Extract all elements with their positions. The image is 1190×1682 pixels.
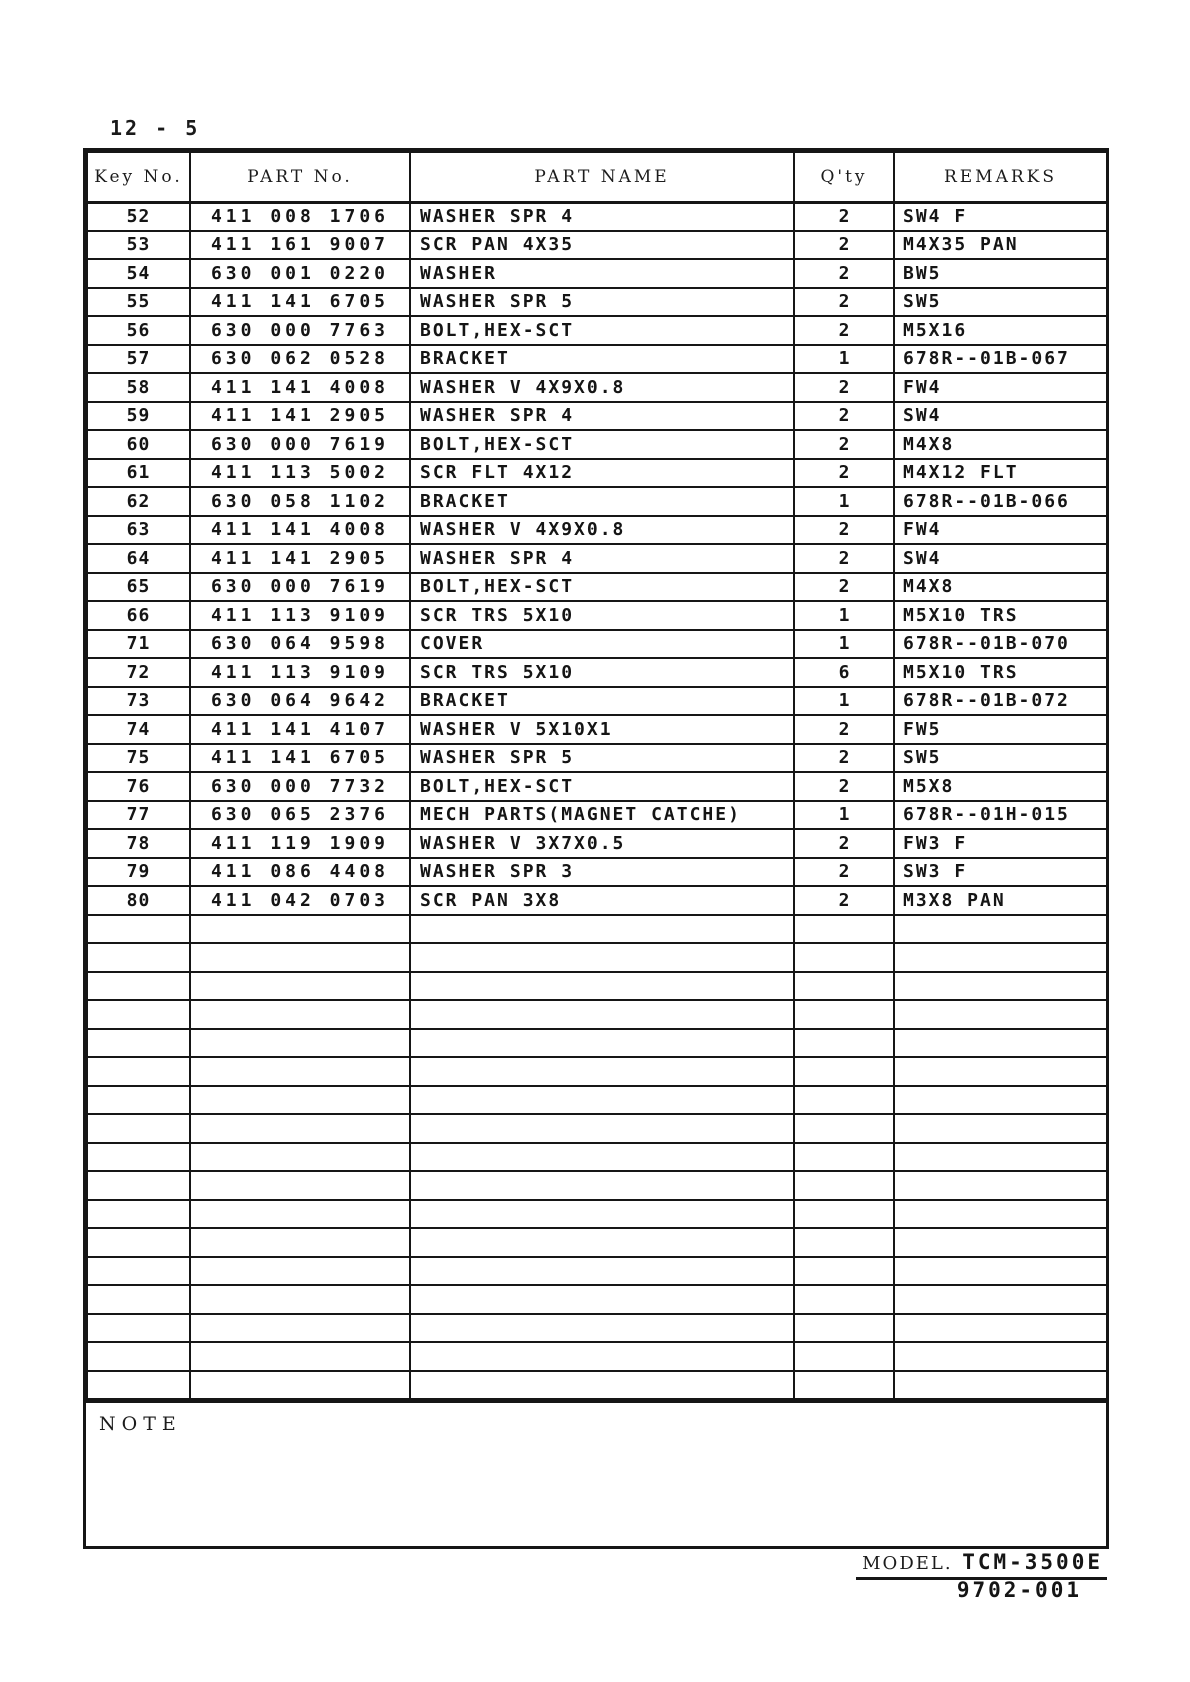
empty-table-row — [87, 1314, 1107, 1343]
cell-remarks: M5X8 — [894, 772, 1107, 801]
cell-remarks: FW4 — [894, 373, 1107, 402]
cell-qty: 2 — [794, 744, 894, 773]
cell-qty: 1 — [794, 601, 894, 630]
empty-table-row — [87, 1342, 1107, 1371]
cell-qty — [794, 972, 894, 1001]
table-row — [87, 259, 1107, 288]
cell-qty: 2 — [794, 202, 894, 231]
table-row — [87, 288, 1107, 317]
cell-part-no: 630 000 7763 — [190, 316, 410, 345]
cell-part-no — [190, 1029, 410, 1058]
cell-part-name — [410, 943, 794, 972]
cell-key-no: 63 — [87, 516, 190, 545]
cell-part-name: COVER — [410, 630, 794, 659]
cell-part-no: 411 141 4107 — [190, 715, 410, 744]
cell-key-no — [87, 1143, 190, 1172]
table-row — [87, 801, 1107, 830]
page-number: 12 - 5 — [110, 116, 201, 140]
cell-part-no — [190, 1143, 410, 1172]
cell-part-name — [410, 1143, 794, 1172]
model-label: MODEL. — [862, 1553, 953, 1574]
cell-remarks — [894, 1143, 1107, 1172]
cell-key-no — [87, 1314, 190, 1343]
cell-qty: 2 — [794, 288, 894, 317]
cell-remarks — [894, 1171, 1107, 1200]
cell-part-no: 630 058 1102 — [190, 487, 410, 516]
cell-qty: 2 — [794, 430, 894, 459]
cell-part-no: 630 000 7619 — [190, 430, 410, 459]
cell-part-name — [410, 1228, 794, 1257]
table-row — [87, 373, 1107, 402]
cell-part-name: BRACKET — [410, 687, 794, 716]
cell-qty: 1 — [794, 630, 894, 659]
empty-table-row — [87, 1143, 1107, 1172]
cell-qty — [794, 1257, 894, 1286]
cell-part-name — [410, 1342, 794, 1371]
cell-qty: 2 — [794, 858, 894, 887]
cell-key-no: 80 — [87, 886, 190, 915]
cell-qty — [794, 1143, 894, 1172]
cell-remarks: FW5 — [894, 715, 1107, 744]
cell-remarks: SW4 F — [894, 202, 1107, 231]
cell-part-no — [190, 915, 410, 944]
cell-key-no: 77 — [87, 801, 190, 830]
cell-key-no: 66 — [87, 601, 190, 630]
cell-key-no — [87, 1114, 190, 1143]
empty-table-row — [87, 1114, 1107, 1143]
cell-part-no — [190, 1342, 410, 1371]
empty-table-row — [87, 1200, 1107, 1229]
cell-part-no — [190, 1114, 410, 1143]
cell-part-name — [410, 1371, 794, 1400]
cell-part-name — [410, 1029, 794, 1058]
table-row — [87, 345, 1107, 374]
cell-remarks: SW4 — [894, 544, 1107, 573]
cell-remarks: SW3 F — [894, 858, 1107, 887]
cell-key-no: 65 — [87, 573, 190, 602]
col-header-part-no: PART No. — [190, 152, 410, 202]
table-row — [87, 715, 1107, 744]
cell-part-no: 630 065 2376 — [190, 801, 410, 830]
note-section — [86, 1400, 1106, 1546]
cell-remarks — [894, 1086, 1107, 1115]
cell-part-no: 411 113 9109 — [190, 658, 410, 687]
table-row — [87, 459, 1107, 488]
cell-part-name: BOLT,HEX-SCT — [410, 573, 794, 602]
cell-part-no: 411 141 6705 — [190, 288, 410, 317]
table-row — [87, 231, 1107, 260]
cell-part-no — [190, 1200, 410, 1229]
cell-part-name — [410, 915, 794, 944]
document-number: 9702-001 — [956, 1578, 1082, 1602]
cell-part-no — [190, 1057, 410, 1086]
table-row — [87, 772, 1107, 801]
cell-qty: 2 — [794, 715, 894, 744]
cell-qty — [794, 1171, 894, 1200]
cell-part-no: 630 001 0220 — [190, 259, 410, 288]
cell-part-no — [190, 1086, 410, 1115]
empty-table-row — [87, 943, 1107, 972]
col-header-key-no: Key No. — [87, 152, 190, 202]
cell-remarks: FW4 — [894, 516, 1107, 545]
cell-qty: 2 — [794, 772, 894, 801]
cell-remarks: 678R--01H-015 — [894, 801, 1107, 830]
cell-qty: 2 — [794, 402, 894, 431]
cell-part-name: WASHER V 4X9X0.8 — [410, 516, 794, 545]
cell-qty: 1 — [794, 345, 894, 374]
cell-qty: 2 — [794, 459, 894, 488]
cell-remarks — [894, 1200, 1107, 1229]
empty-table-row — [87, 1086, 1107, 1115]
cell-part-name: WASHER V 3X7X0.5 — [410, 829, 794, 858]
cell-part-name — [410, 1114, 794, 1143]
cell-remarks: M5X16 — [894, 316, 1107, 345]
cell-qty — [794, 1228, 894, 1257]
empty-table-row — [87, 915, 1107, 944]
cell-qty — [794, 1114, 894, 1143]
cell-remarks: SW5 — [894, 744, 1107, 773]
cell-qty: 2 — [794, 886, 894, 915]
cell-part-no: 630 064 9598 — [190, 630, 410, 659]
cell-part-no: 411 141 4008 — [190, 516, 410, 545]
cell-key-no: 76 — [87, 772, 190, 801]
cell-key-no: 78 — [87, 829, 190, 858]
cell-remarks — [894, 1371, 1107, 1400]
cell-key-no — [87, 1086, 190, 1115]
table-row — [87, 886, 1107, 915]
cell-part-name — [410, 1200, 794, 1229]
cell-key-no — [87, 1171, 190, 1200]
cell-qty — [794, 915, 894, 944]
cell-part-name: WASHER V 4X9X0.8 — [410, 373, 794, 402]
cell-key-no — [87, 1285, 190, 1314]
col-header-part-name: PART NAME — [410, 152, 794, 202]
cell-part-name: WASHER SPR 3 — [410, 858, 794, 887]
cell-part-no: 630 064 9642 — [190, 687, 410, 716]
cell-remarks: M3X8 PAN — [894, 886, 1107, 915]
cell-part-name: BRACKET — [410, 345, 794, 374]
cell-qty — [794, 1371, 894, 1400]
cell-key-no — [87, 1057, 190, 1086]
cell-remarks: SW4 — [894, 402, 1107, 431]
cell-key-no: 62 — [87, 487, 190, 516]
cell-qty: 1 — [794, 687, 894, 716]
cell-remarks: 678R--01B-072 — [894, 687, 1107, 716]
cell-part-name: WASHER SPR 4 — [410, 544, 794, 573]
cell-part-name: BOLT,HEX-SCT — [410, 316, 794, 345]
cell-key-no — [87, 972, 190, 1001]
cell-remarks — [894, 1029, 1107, 1058]
cell-key-no: 59 — [87, 402, 190, 431]
cell-key-no: 61 — [87, 459, 190, 488]
cell-part-no — [190, 1228, 410, 1257]
cell-qty — [794, 1285, 894, 1314]
cell-qty: 1 — [794, 487, 894, 516]
cell-part-no — [190, 1314, 410, 1343]
cell-remarks — [894, 1285, 1107, 1314]
table-row — [87, 630, 1107, 659]
cell-remarks: SW5 — [894, 288, 1107, 317]
cell-qty — [794, 1200, 894, 1229]
cell-part-no — [190, 1000, 410, 1029]
cell-remarks — [894, 1257, 1107, 1286]
cell-qty: 2 — [794, 259, 894, 288]
parts-table-body — [87, 202, 1107, 1399]
empty-table-row — [87, 972, 1107, 1001]
empty-table-row — [87, 1057, 1107, 1086]
cell-part-no: 411 113 5002 — [190, 459, 410, 488]
table-row — [87, 316, 1107, 345]
cell-qty — [794, 1314, 894, 1343]
cell-key-no — [87, 1000, 190, 1029]
cell-key-no: 55 — [87, 288, 190, 317]
cell-key-no: 75 — [87, 744, 190, 773]
cell-key-no — [87, 1371, 190, 1400]
cell-remarks — [894, 1000, 1107, 1029]
parts-table — [86, 151, 1108, 1400]
cell-key-no — [87, 1200, 190, 1229]
table-row — [87, 744, 1107, 773]
cell-part-no: 630 000 7732 — [190, 772, 410, 801]
cell-remarks: M4X12 FLT — [894, 459, 1107, 488]
cell-key-no — [87, 1029, 190, 1058]
cell-remarks — [894, 1114, 1107, 1143]
cell-part-no — [190, 1257, 410, 1286]
cell-key-no: 73 — [87, 687, 190, 716]
cell-part-name: WASHER V 5X10X1 — [410, 715, 794, 744]
cell-key-no: 71 — [87, 630, 190, 659]
cell-remarks: 678R--01B-067 — [894, 345, 1107, 374]
cell-part-no: 411 141 4008 — [190, 373, 410, 402]
cell-qty: 2 — [794, 316, 894, 345]
model-line — [856, 1550, 1107, 1580]
cell-part-no: 411 113 9109 — [190, 601, 410, 630]
cell-key-no: 58 — [87, 373, 190, 402]
cell-remarks: M4X8 — [894, 573, 1107, 602]
table-row — [87, 202, 1107, 231]
table-row — [87, 829, 1107, 858]
cell-part-name: WASHER SPR 4 — [410, 402, 794, 431]
cell-part-name — [410, 1000, 794, 1029]
cell-remarks: 678R--01B-066 — [894, 487, 1107, 516]
cell-remarks — [894, 1314, 1107, 1343]
cell-part-name: MECH PARTS(MAGNET CATCHE) — [410, 801, 794, 830]
cell-part-name: WASHER — [410, 259, 794, 288]
cell-qty: 6 — [794, 658, 894, 687]
cell-part-no — [190, 1371, 410, 1400]
cell-remarks: BW5 — [894, 259, 1107, 288]
table-header-row — [87, 152, 1107, 202]
model-value: TCM-3500E — [962, 1550, 1103, 1574]
cell-part-name — [410, 972, 794, 1001]
cell-part-name: BOLT,HEX-SCT — [410, 430, 794, 459]
table-row — [87, 658, 1107, 687]
cell-part-name: BRACKET — [410, 487, 794, 516]
cell-part-name: BOLT,HEX-SCT — [410, 772, 794, 801]
cell-qty: 2 — [794, 573, 894, 602]
cell-key-no — [87, 1257, 190, 1286]
col-header-qty: Q'ty — [794, 152, 894, 202]
cell-part-no: 411 086 4408 — [190, 858, 410, 887]
cell-part-name — [410, 1057, 794, 1086]
cell-qty — [794, 1342, 894, 1371]
cell-remarks — [894, 1057, 1107, 1086]
cell-remarks: M5X10 TRS — [894, 658, 1107, 687]
table-row — [87, 601, 1107, 630]
cell-remarks — [894, 972, 1107, 1001]
cell-part-no — [190, 1171, 410, 1200]
empty-table-row — [87, 1171, 1107, 1200]
cell-key-no: 79 — [87, 858, 190, 887]
cell-part-name: WASHER SPR 5 — [410, 288, 794, 317]
cell-part-name: WASHER SPR 4 — [410, 202, 794, 231]
cell-part-no: 630 062 0528 — [190, 345, 410, 374]
cell-qty — [794, 1086, 894, 1115]
cell-remarks — [894, 1228, 1107, 1257]
cell-key-no — [87, 915, 190, 944]
cell-remarks: M4X35 PAN — [894, 231, 1107, 260]
cell-key-no — [87, 943, 190, 972]
table-row — [87, 516, 1107, 545]
cell-part-no: 411 042 0703 — [190, 886, 410, 915]
table-row — [87, 573, 1107, 602]
cell-part-no — [190, 1285, 410, 1314]
cell-part-name: WASHER SPR 5 — [410, 744, 794, 773]
col-header-remarks: REMARKS — [894, 152, 1107, 202]
cell-qty — [794, 1057, 894, 1086]
cell-part-name — [410, 1086, 794, 1115]
cell-part-name: SCR PAN 3X8 — [410, 886, 794, 915]
cell-part-name — [410, 1257, 794, 1286]
cell-key-no: 64 — [87, 544, 190, 573]
cell-part-no: 630 000 7619 — [190, 573, 410, 602]
cell-qty: 1 — [794, 801, 894, 830]
cell-part-name: SCR TRS 5X10 — [410, 658, 794, 687]
cell-qty: 2 — [794, 516, 894, 545]
empty-table-row — [87, 1371, 1107, 1400]
cell-key-no — [87, 1228, 190, 1257]
cell-qty — [794, 943, 894, 972]
cell-key-no: 72 — [87, 658, 190, 687]
cell-part-no: 411 141 2905 — [190, 402, 410, 431]
cell-qty: 2 — [794, 544, 894, 573]
cell-part-name: SCR TRS 5X10 — [410, 601, 794, 630]
table-row — [87, 430, 1107, 459]
cell-key-no: 54 — [87, 259, 190, 288]
table-row — [87, 487, 1107, 516]
cell-part-no: 411 141 6705 — [190, 744, 410, 773]
cell-remarks — [894, 1342, 1107, 1371]
cell-key-no: 57 — [87, 345, 190, 374]
note-label: NOTE — [99, 1413, 182, 1435]
cell-qty — [794, 1029, 894, 1058]
cell-part-no: 411 161 9007 — [190, 231, 410, 260]
cell-remarks: M5X10 TRS — [894, 601, 1107, 630]
cell-part-no: 411 141 2905 — [190, 544, 410, 573]
cell-part-name: SCR PAN 4X35 — [410, 231, 794, 260]
cell-part-name — [410, 1285, 794, 1314]
cell-qty: 2 — [794, 373, 894, 402]
cell-part-name: SCR FLT 4X12 — [410, 459, 794, 488]
cell-qty — [794, 1000, 894, 1029]
cell-remarks: M4X8 — [894, 430, 1107, 459]
cell-key-no: 52 — [87, 202, 190, 231]
empty-table-row — [87, 1257, 1107, 1286]
cell-remarks: 678R--01B-070 — [894, 630, 1107, 659]
empty-table-row — [87, 1285, 1107, 1314]
cell-part-no: 411 008 1706 — [190, 202, 410, 231]
cell-remarks — [894, 915, 1107, 944]
cell-key-no: 53 — [87, 231, 190, 260]
cell-part-no: 411 119 1909 — [190, 829, 410, 858]
cell-key-no: 56 — [87, 316, 190, 345]
cell-part-name — [410, 1314, 794, 1343]
empty-table-row — [87, 1228, 1107, 1257]
table-row — [87, 687, 1107, 716]
cell-key-no: 74 — [87, 715, 190, 744]
cell-qty: 2 — [794, 231, 894, 260]
cell-part-name — [410, 1171, 794, 1200]
cell-remarks — [894, 943, 1107, 972]
empty-table-row — [87, 1000, 1107, 1029]
cell-qty: 2 — [794, 829, 894, 858]
cell-key-no — [87, 1342, 190, 1371]
cell-part-no — [190, 943, 410, 972]
table-row — [87, 858, 1107, 887]
cell-part-no — [190, 972, 410, 1001]
cell-remarks: FW3 F — [894, 829, 1107, 858]
empty-table-row — [87, 1029, 1107, 1058]
parts-table-frame — [83, 148, 1109, 1549]
table-row — [87, 402, 1107, 431]
cell-key-no: 60 — [87, 430, 190, 459]
table-row — [87, 544, 1107, 573]
